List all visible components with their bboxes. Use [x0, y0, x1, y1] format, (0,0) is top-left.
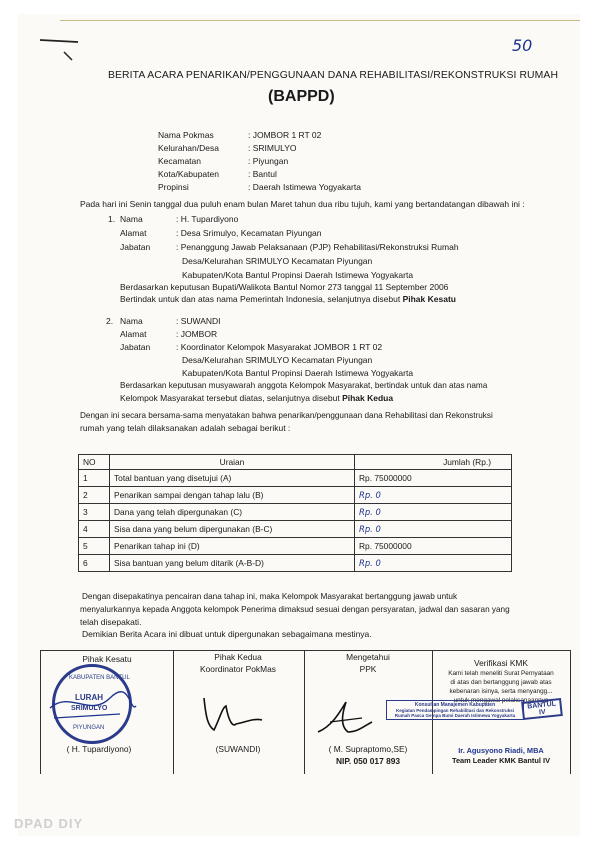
sig4-title: Verifikasi KMK — [474, 658, 528, 668]
table-row — [79, 555, 512, 572]
field-value-desa: : SRIMULYO — [248, 143, 297, 153]
closing-line3: telah disepakati. — [80, 617, 142, 627]
sig4-text4: untuk mengawal pelaksanaannya — [453, 697, 549, 704]
party2-nama-label: Nama — [120, 316, 143, 326]
table-row — [79, 487, 512, 504]
party1-jabatan-line2: Desa/Kelurahan SRIMULYO Kecamatan Piyungan — [182, 256, 373, 266]
row-amount: Rp. 0 — [355, 521, 512, 538]
party2-alamat: : JOMBOR — [176, 329, 218, 339]
stamp1-text1: KABUPATEN BANTUL — [69, 675, 130, 681]
row-no: 6 — [79, 555, 110, 572]
party1-alamat-label: Alamat — [120, 228, 147, 238]
table-row — [79, 521, 512, 538]
sig4-text1: Kami telah meneliti Surat Pernyataan — [448, 670, 554, 677]
party1-nama: : H. Tupardiyono — [176, 214, 239, 224]
sig2-name: (SUWANDI) — [215, 744, 261, 754]
row-no: 4 — [79, 521, 110, 538]
statement-line1: Dengan ini secara bersama-sama menyatakan bahwa penarikan/penggunaan dana Rehabilitasi dan Rekonstruksi — [80, 411, 493, 420]
sig1-name: ( H. Tupardiyono) — [66, 744, 132, 754]
stamp1-text2: LURAH — [75, 693, 103, 702]
party2-number: 2. — [106, 316, 114, 326]
row-amount: Rp. 0 — [355, 504, 512, 521]
row-amount: Rp. 0 — [355, 487, 512, 504]
party2-jabatan: : Koordinator Kelompok Masyarakat JOMBOR 1 RT 02 — [176, 342, 383, 352]
party2-jabatan-line2: Desa/Kelurahan SRIMULYO Kecamatan Piyungan — [182, 355, 373, 365]
signature-pihak-kedua — [196, 688, 266, 738]
field-label-desa: Kelurahan/Desa — [158, 143, 219, 153]
handwritten-mark — [38, 34, 88, 64]
party1-basis: Berdasarkan keputusan Bupati/Walikota Bantul Nomor 273 tanggal 11 September 2006 — [120, 282, 449, 292]
table-row — [79, 538, 512, 555]
party2-alamat-label: Alamat — [120, 329, 147, 339]
field-value-kecamatan: : Piyungan — [248, 156, 289, 166]
sig1-title: Pihak Kesatu — [82, 654, 132, 664]
intro-text: Pada hari ini Senin tanggal dua puluh enam bulan Maret tahun dua ribu tujuh, kami yang bertandatangan dibawah ini : — [80, 199, 525, 209]
row-amount: Rp. 75000000 — [355, 470, 512, 487]
row-desc: Sisa bantuan yang belum ditarik (A-B-D) — [110, 555, 355, 572]
page-number: 50 — [512, 36, 533, 55]
sig4-text2: di atas dan bertanggung jawab atas — [450, 679, 552, 686]
stamp2-text3: Rumah Pasca Gempa Bumi Daerah Istimewa Yogyakarta — [394, 713, 516, 718]
row-no: 1 — [79, 470, 110, 487]
table-header-row — [79, 455, 512, 470]
row-desc: Dana yang telah dipergunakan (C) — [110, 504, 355, 521]
party1-jabatan-label: Jabatan — [120, 242, 151, 252]
row-no: 2 — [79, 487, 110, 504]
party2-basis-line1: Berdasarkan keputusan musyawarah anggota Kelompok Masyarakat, bertindak untuk dan atas nama — [120, 381, 488, 390]
closing-line4: Demikian Berita Acara ini dibuat untuk dipergunakan sebagaimana mestinya. — [82, 629, 372, 639]
stamp2-text2: Kegiatan Pendampingan Rehabilitasi dan Rekonstruksi — [395, 708, 515, 713]
party1-jabatan-line3: Kabupaten/Kota Bantul Propinsi Daerah Istimewa Yogyakarta — [182, 270, 414, 280]
row-no: 3 — [79, 504, 110, 521]
party2-basis-line2: Kelompok Masyarakat tersebut diatas, selanjutnya disebut Pihak Kedua — [120, 393, 394, 403]
header-no: NO — [79, 455, 110, 470]
field-label-pokmas: Nama Pokmas — [158, 130, 214, 140]
stamp2-text1: Konsultan Manajemen Kabupaten — [414, 702, 496, 708]
sig3-subtitle: PPK — [359, 664, 377, 674]
field-label-propinsi: Propinsi — [158, 182, 189, 192]
party2-jabatan-label: Jabatan — [120, 342, 151, 352]
sig2-subtitle: Koordinator PokMas — [200, 664, 276, 674]
disbursement-table — [78, 454, 512, 572]
stamp3-text1: BANTUL — [526, 700, 557, 711]
row-desc: Penarikan sampai dengan tahap lalu (B) — [110, 487, 355, 504]
party2-jabatan-line3: Kabupaten/Kota Bantul Propinsi Daerah Istimewa Yogyakarta — [182, 368, 414, 378]
sig4-name: Ir. Agusyono Riadi, MBA — [458, 746, 544, 755]
header-uraian: Uraian — [110, 455, 355, 470]
party1-number: 1. — [108, 214, 116, 224]
closing-line2: menyalurkannya kepada Anggota kelompok Penerima dimaksud sesuai dengan persyaratan, jadwal dan sasaran yang — [80, 605, 510, 614]
stamp3-text2: IV — [538, 708, 547, 717]
sig4-text3: kebenaran isinya, serta menyangg... — [449, 688, 553, 695]
row-desc: Total bantuan yang disetujui (A) — [110, 470, 355, 487]
party1-alamat: : Desa Srimulyo, Kecamatan Piyungan — [176, 228, 322, 238]
row-no: 5 — [79, 538, 110, 555]
sig4-role: Team Leader KMK Bantul IV — [451, 756, 550, 765]
table-row — [79, 470, 512, 487]
signature-pihak-kesatu — [40, 678, 140, 738]
row-amount: Rp. 75000000 — [355, 538, 512, 555]
sig3-title: Mengetahui — [346, 652, 390, 662]
table-row — [79, 504, 512, 521]
stamp1-text4: PIYUNGAN — [73, 725, 105, 731]
signature-ppk — [312, 692, 382, 742]
field-value-kabupaten: : Bantul — [248, 169, 277, 179]
watermark: DPAD DIY — [14, 816, 84, 831]
party1-nama-label: Nama — [120, 214, 143, 224]
sig3-nip: NIP. 050 017 893 — [335, 756, 401, 766]
statement-line2: rumah yang telah dilaksanakan adalah sebagai berikut : — [80, 423, 291, 433]
field-label-kecamatan: Kecamatan — [158, 156, 201, 166]
row-desc: Penarikan tahap ini (D) — [110, 538, 355, 555]
sig2-title: Pihak Kedua — [214, 652, 262, 662]
top-edge-line — [60, 20, 580, 21]
row-amount: Rp. 0 — [355, 555, 512, 572]
header-jumlah: Jumlah (Rp.) — [355, 455, 512, 470]
field-value-pokmas: : JOMBOR 1 RT 02 — [248, 130, 322, 140]
field-label-kabupaten: Kota/Kabupaten — [158, 169, 219, 179]
sig3-name: ( M. Supraptomo,SE) — [328, 744, 408, 754]
closing-line1: Dengan disepakatinya pencairan dana tahap ini, maka Kelompok Masyarakat bertanggung jawab untuk — [82, 592, 458, 601]
field-value-propinsi: : Daerah Istimewa Yogyakarta — [248, 182, 361, 192]
row-desc: Sisa dana yang belum dipergunakan (B-C) — [110, 521, 355, 538]
party2-nama: : SUWANDI — [176, 316, 221, 326]
party1-acting: Bertindak untuk dan atas nama Pemerintah Indonesia, selanjutnya disebut Pihak Kesatu — [120, 294, 456, 304]
document-title: BERITA ACARA PENARIKAN/PENGGUNAAN DANA REHABILITASI/REKONSTRUKSI RUMAH — [108, 70, 559, 81]
party1-jabatan: : Penanggung Jawab Pelaksanaan (PJP) Rehabilitasi/Rekonstruksi Rumah — [176, 242, 459, 252]
kmk-stamp — [386, 700, 524, 720]
document-title-abbrev: (BAPPD) — [268, 88, 335, 105]
stamp1-text3: SRIMULYO — [71, 705, 108, 712]
